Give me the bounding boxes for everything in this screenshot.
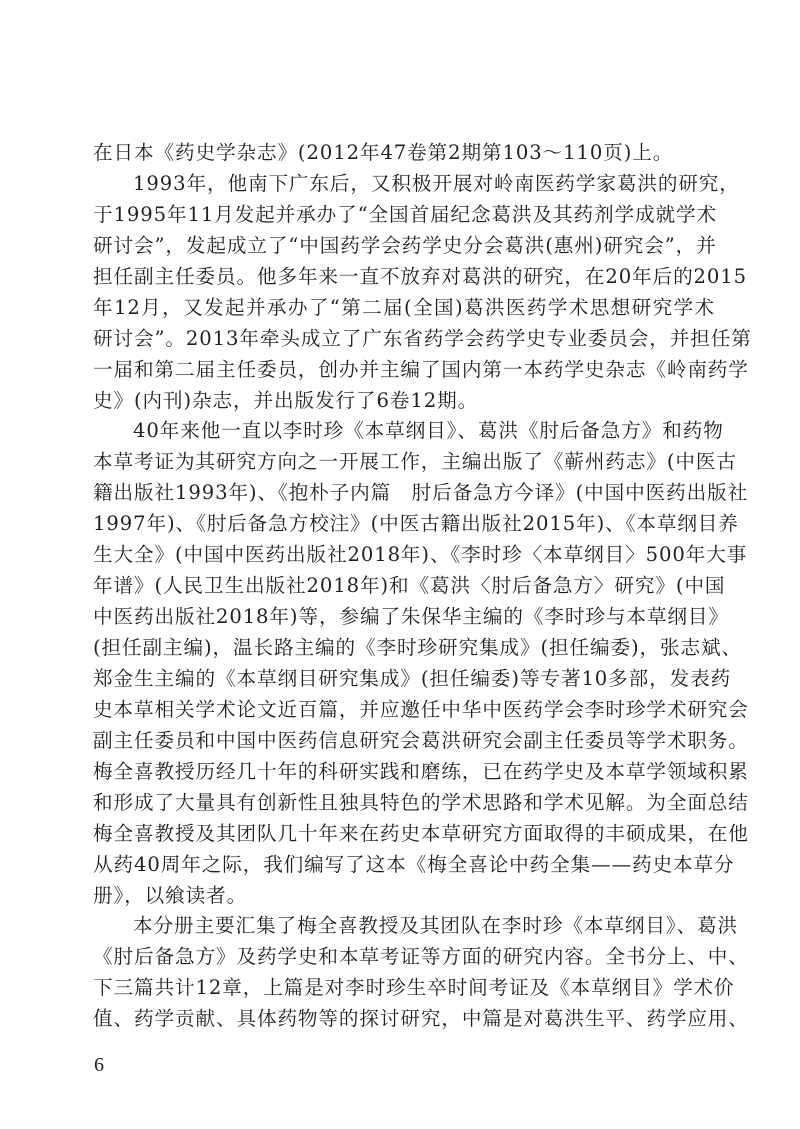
text-line: (担任副主编)，温长路主编的《李时珍研究集成》(担任编委)，张志斌、 [93,636,742,659]
text-line: 梅全喜教授及其团队几十年来在药史本草研究方面取得的丰硕成果，在他 [93,821,749,845]
text-line: 年谱》(人民卫生出版社2018年)和《葛洪〈肘后备急方〉研究》(中国 [93,574,726,598]
paragraph [93,416,749,911]
text-line: 于1995年11月发起并承办了“全国首届纪念葛洪及其药剂学成就学术 [93,202,717,226]
text-line: 1997年)、《肘后备急方校注》(中医古籍出版社2015年)、《本草纲目养 [93,512,739,536]
text-line: 和形成了大量具有创新性且独具特色的学术思路和学术见解。为全面总结 [93,790,749,814]
paragraph [93,169,752,417]
text-line: 在日本《药史学杂志》(2012年47卷第2期第103～110页)上。 [93,141,674,164]
text-line: 生大全》(中国中医药出版社2018年)、《李时珍〈本草纲目〉500年大事 [93,543,748,567]
text-line: 值、药学贡献、具体药物等的探讨研究，中篇是对葛洪生平、药学应用、 [93,1007,749,1031]
text-line: 籍出版社1993年)、《抱朴子内篇 肘后备急方今译》(中国中医药出版社 [93,481,749,505]
text-line: 《肘后备急方》及药学史和本草考证等方面的研究内容。全书分上、中、 [93,945,749,969]
text-line: 一届和第二届主任委员，创办并主编了国内第一本药学史杂志《岭南药学 [93,357,749,381]
text-line: 本分册主要汇集了梅全喜教授及其团队在李时珍《本草纲目》、葛洪 [133,914,739,938]
text-line: 中医药出版社2018年)等，参编了朱保华主编的《李时珍与本草纲目》 [93,605,729,629]
text-line: 从药40周年之际，我们编写了这本《梅全喜论中药全集——药史本草分 [93,852,735,876]
text-line: 担任副主任委员。他多年来一直不放弃对葛洪的研究，在20年后的2015 [93,264,748,288]
text-line: 郑金生主编的《本草纲目研究集成》(担任编委)等专著10多部，发表药 [93,666,732,690]
text-line: 研讨会”。2013年牵头成立了广东省药学会药学史专业委员会，并担任第 [93,326,752,350]
paragraph [93,138,715,169]
text-line: 本草考证为其研究方向之一开展工作，主编出版了《蕲州药志》(中医古 [93,450,737,474]
paragraph [93,911,749,1035]
text-line: 史本草相关学术论文近百篇，并应邀任中华中医药学会李时珍学术研究会 [93,697,749,721]
text-line: 副主任委员和中国中医药信息研究会葛洪研究会副主任委员等学术职务。 [93,728,749,752]
text-line: 1993年，他南下广东后，又积极开展对岭南医药学家葛洪的研究， [133,171,740,195]
page-number: 6 [94,1054,104,1076]
text-line: 研讨会”，发起成立了“中国药学会药学史分会葛洪(惠州)研究会”，并 [93,233,717,257]
text-line: 40年来他一直以李时珍《本草纲目》、葛洪《肘后备急方》和药物 [133,419,724,443]
text-line: 梅全喜教授历经几十年的科研实践和磨练，已在药学史及本草学领域积累 [93,759,749,783]
text-line: 史》(内刊)杂志，并出版发行了6卷12期。 [93,388,479,412]
text-line: 册》，以飨读者。 [93,883,248,907]
page-body-text [93,138,752,1035]
text-line: 下三篇共计12章，上篇是对李时珍生卒时间考证及《本草纲目》学术价 [93,976,735,1000]
text-line: 年12月，又发起并承办了“第二届(全国)葛洪医药学术思想研究学术 [93,295,715,319]
